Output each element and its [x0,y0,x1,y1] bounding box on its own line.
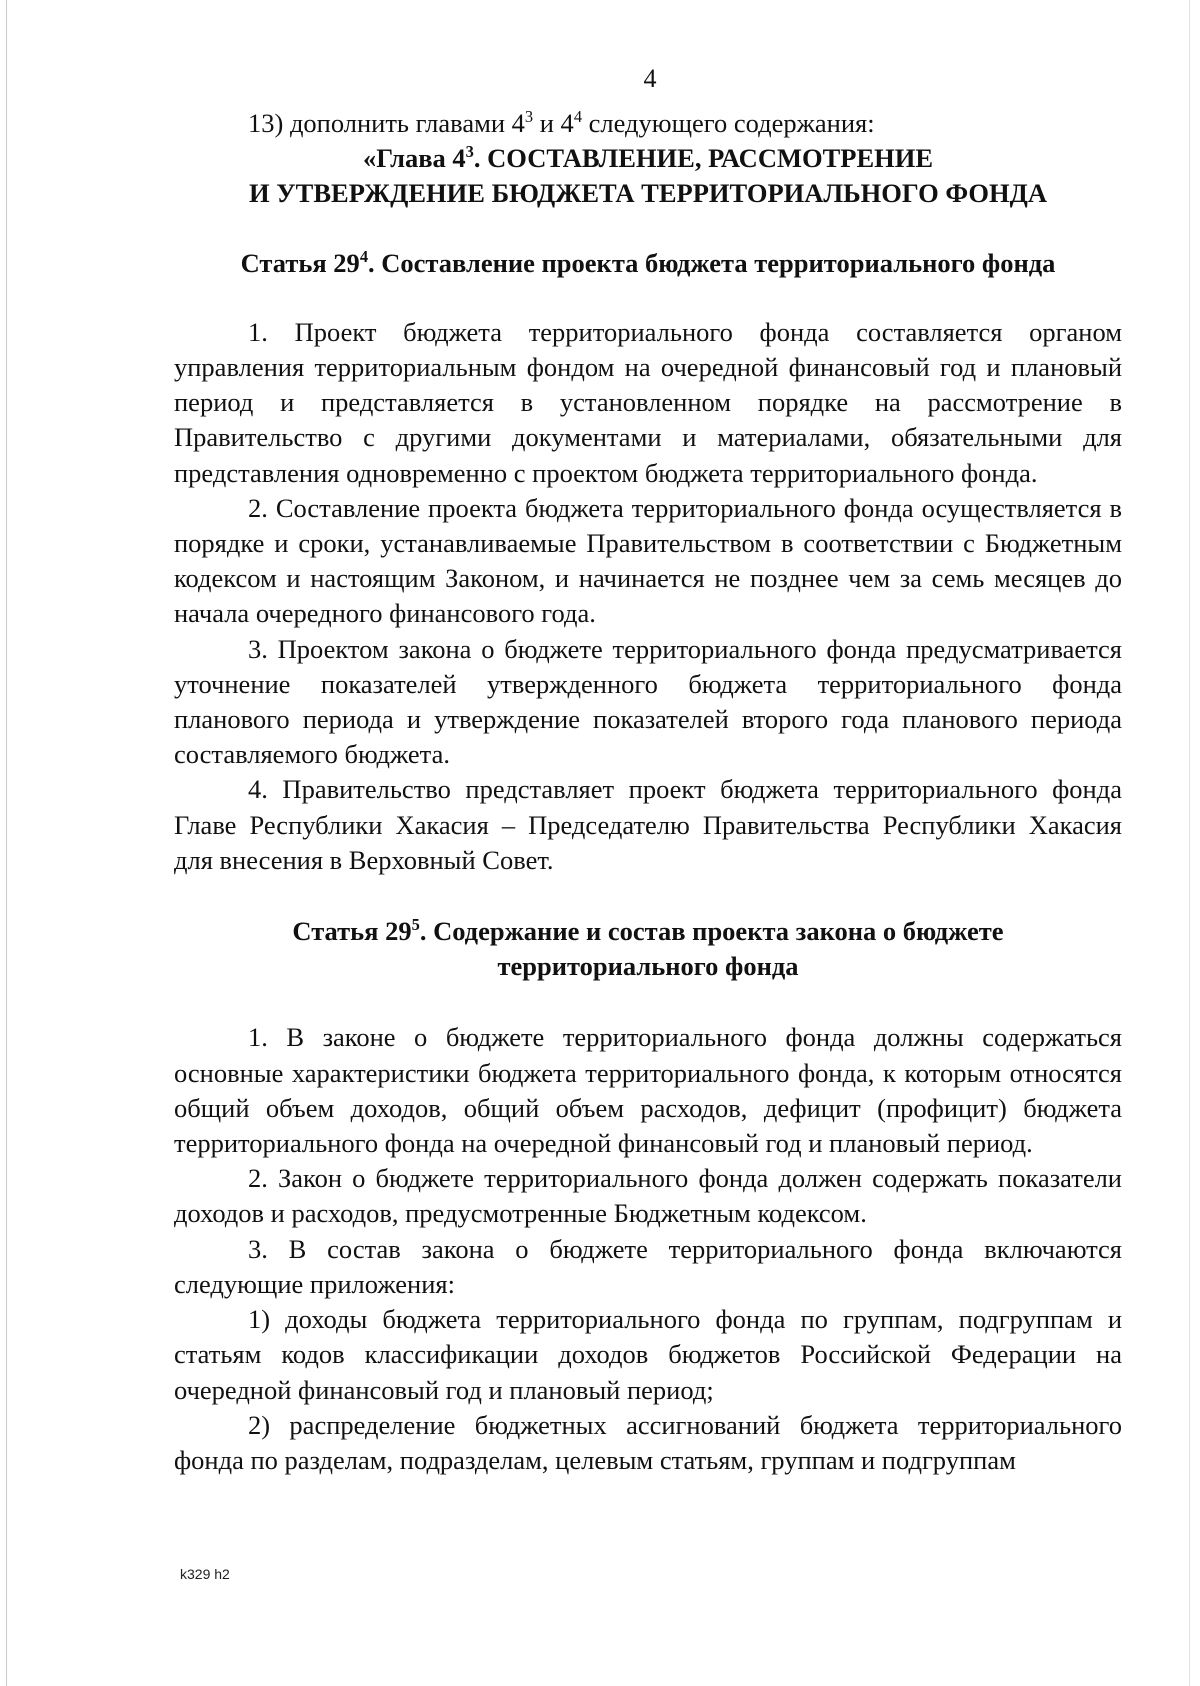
chapter-sup: 3 [465,142,474,162]
article-1-paragraph-2: 2. Составление проекта бюджета территориального фонда осуществляется в порядке и сроки, устанавливаемые Правительством в соответствии с Бюджетным кодексом и настоящим Законом, и начинается не позднее чем за семь месяцев до начала очередного финансового года. [174,492,1122,629]
article-2-sup: 5 [411,915,420,935]
article-1-paragraph-3: 3. Проектом закона о бюджете территориального фонда предусматривается уточнение показателей утвержденного бюджета территориального фонда планового периода и утверждение показателей второго года планового периода составляемого бюджета. [174,633,1122,770]
article-2-paragraph-4: 1) доходы бюджета территориального фонда по группам, подгруппам и статьям кодов классификации доходов бюджетов Российской Федерации на очередной финансовый год и плановый период; [174,1304,1122,1405]
article-1-sup: 4 [359,246,369,266]
footer-document-code: k329 h2 [180,1566,230,1582]
chapter-prefix: «Глава 4 [362,143,466,174]
amendment-mid: и 4 [533,108,574,138]
article-2-paragraph-2: 2. Закон о бюджете территориального фонда должен содержать показатели доходов и расходов, предусмотренные Бюджетным кодексом. [174,1163,1122,1229]
article-2-prefix: Статья 29 [292,916,412,947]
article-2-paragraph-1: 1. В законе о бюджете территориального фонда должны содержаться основные характеристики бюджета территориального фонда, к которым относятся общий объем доходов, общий объем расходов, дефицит (профицит) бюджета территориального фонда на очередной финансовый год и плановый период. [174,1022,1122,1159]
article-1-prefix: Статья 29 [240,247,360,278]
amendment-sup-1: 3 [524,107,534,127]
document-body [174,106,1122,1478]
article-1-suffix: . Составление проекта бюджета территориального фонда [368,247,1056,278]
page-number: 4 [643,64,657,93]
article-2-paragraph-3: 3. В состав закона о бюджете территориального фонда включаются следующие приложения: [174,1233,1122,1299]
amendment-prefix: 13) дополнить главами 4 [248,108,525,138]
amendment-suffix: следующего содержания: [582,108,875,138]
article-1-paragraph-1: 1. Проект бюджета территориального фонда составляется органом управления территориальным фондом на очередной финансовый год и плановый период и представляется в установленном порядке на рассмотрение в Правительство с другими документами и материалами, обязательными для представления одновременно с проектом бюджета территориального фонда. [174,316,1122,488]
chapter-heading-line-2: И УТВЕРЖДЕНИЕ БЮДЖЕТА ТЕРРИТОРИАЛЬНОГО ФОНДА [248,178,1047,209]
amendment-line [174,106,1122,141]
page-right-edge [1189,0,1190,1686]
article-2-heading-line-1 [174,914,1122,949]
page-left-edge [6,0,7,1686]
article-29-5-heading [174,914,1122,984]
chapter-line-1-suffix: . СОСТАВЛЕНИЕ, РАССМОТРЕНИЕ [473,143,934,174]
article-2-line-1-suffix: . Содержание и состав проекта закона о бюджете [419,916,1004,947]
article-2-heading-line-2: территориального фонда [497,951,799,982]
chapter-heading-line-1 [174,141,1122,176]
article-29-4-heading [174,246,1122,281]
article-2-paragraph-5: 2) распределение бюджетных ассигнований бюджета территориального фонда по разделам, подразделам, целевым статьям, группам и подгруппам [174,1409,1122,1475]
amendment-sup-2: 4 [573,107,583,127]
chapter-heading [174,141,1122,211]
article-1-paragraph-4: 4. Правительство представляет проект бюджета территориального фонда Главе Республики Хакасия – Председателю Правительства Республики Хакасия для внесения в Верховный Совет. [174,774,1122,875]
